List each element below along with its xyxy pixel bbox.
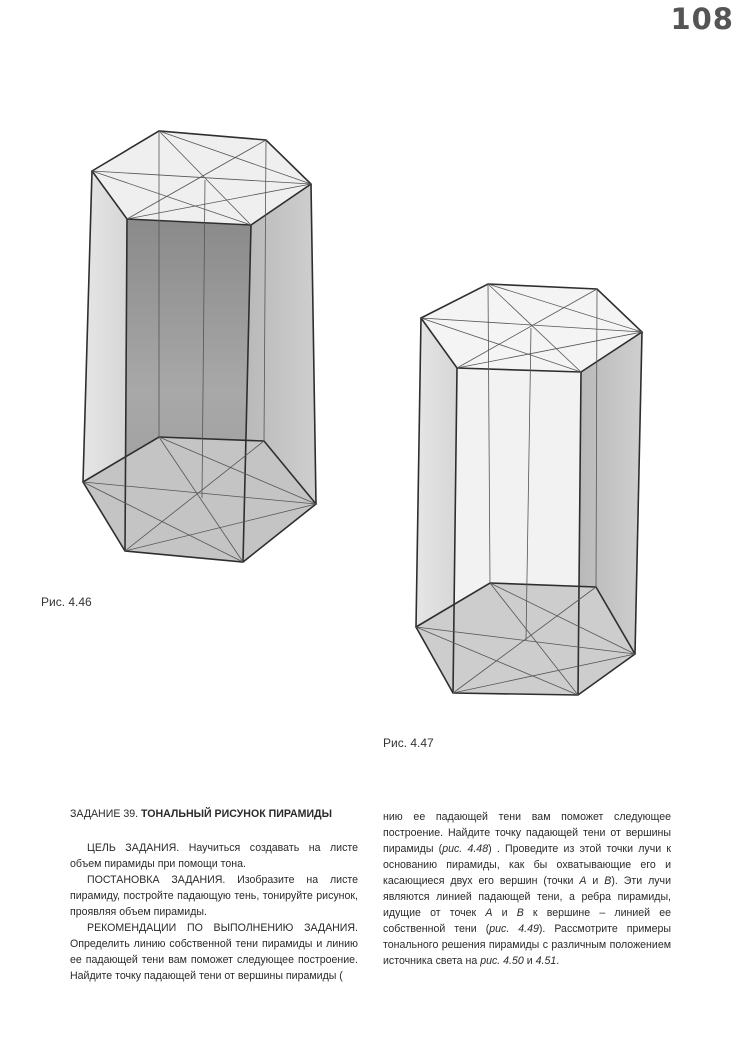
figure-4-47-prism (416, 284, 642, 695)
point-label: А (485, 907, 493, 919)
paragraph-statement: ПОСТАНОВКА ЗАДАНИЯ. Изобразите на листе пирамиду, постройте падающую тень, тонируйте рисунок, проявляя объем пирамиды. (70, 874, 358, 918)
text-run: ). Эти лучи являются линией падающей тени, а ребра пирамиды, идущие от точек (383, 875, 671, 919)
page-number: 108 (670, 2, 734, 36)
figure-caption: Рис. 4.47 (383, 736, 434, 750)
point-label: В (604, 875, 612, 887)
figure-ref: 4.51 (535, 955, 557, 967)
paragraph-recommendations: РЕКОМЕНДАЦИИ ПО ВЫПОЛНЕНИЮ ЗАДАНИЯ. Определить линию собственной тени пирамиды и линию ее падающей тени вам поможет следующее построение. Найдите точку падающей тени от вершины пирамиды ( (70, 922, 358, 982)
text-column-right (383, 809, 671, 969)
task-heading (70, 806, 358, 822)
figure-ref: рис. 4.48 (442, 843, 489, 855)
text-run: . (556, 955, 560, 967)
text-run: и (492, 907, 517, 919)
text-run: к вершине – линией ее собственной тени ( (383, 907, 672, 935)
text-run: ) . Проведите из этой точки лучи к основанию пирамиды, как бы охватывающие его и касающиеся двух его вершин (точки (383, 843, 672, 887)
text-run: и (523, 955, 536, 967)
figure-ref: рис. 4.49 (489, 923, 539, 935)
text-run: ). Рассмотрите примеры тонального решения пирамиды с различным положением источника света на (383, 923, 671, 967)
text-column-left (70, 806, 358, 982)
figure-caption: Рис. 4.46 (41, 595, 92, 609)
point-label: В (516, 907, 524, 919)
continuation-text: нию ее падающей тени вам поможет следующее построение. Найдите точку падающей тени от вершины пирамиды ( (383, 811, 671, 855)
paragraph-recommendations-cont (383, 809, 671, 969)
point-label: А (579, 875, 587, 887)
text-run: и (586, 875, 605, 887)
heading-title: ТОНАЛЬНЫЙ РИСУНОК ПИРАМИДЫ (141, 808, 332, 820)
figure-ref: рис. 4.50 (480, 955, 524, 967)
heading-prefix: ЗАДАНИЕ 39. (70, 808, 142, 820)
figure-4-46-prism (83, 131, 316, 562)
paragraph-goal: ЦЕЛЬ ЗАДАНИЯ. Научиться создавать на листе объем пирамиды при помощи тона. (70, 842, 358, 870)
